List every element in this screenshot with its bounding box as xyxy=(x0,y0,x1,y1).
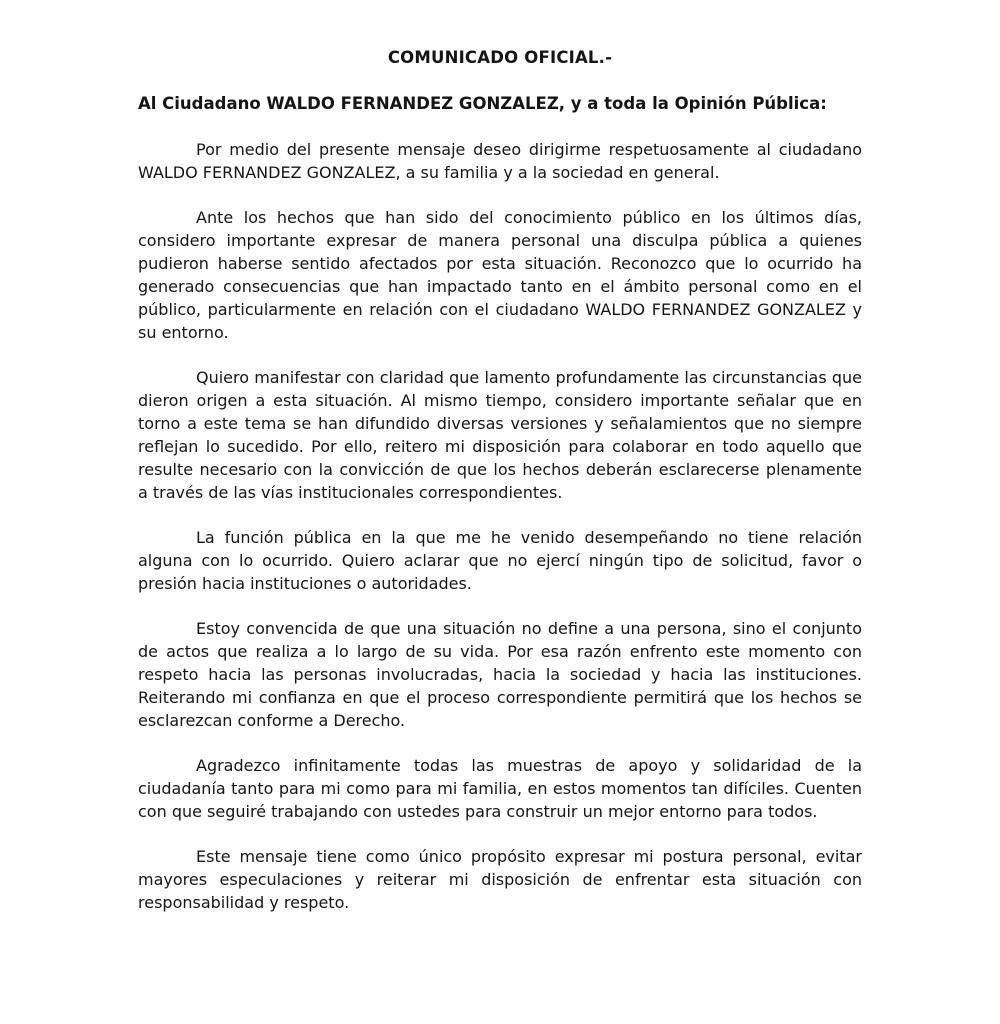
paragraph-purpose: Este mensaje tiene como único propósito expresar mi postura personal, evitar mayores especulaciones y reiterar mi disposición de enfrentar esta situación con responsabilidad y respeto. xyxy=(138,847,862,912)
paragraph-gratitude: Agradezco infinitamente todas las muestras de apoyo y solidaridad de la ciudadanía tanto para mi como para mi familia, en estos momentos tan difíciles. Cuenten con que seguiré trabajando con ustedes para construir un mejor entorno para todos. xyxy=(138,756,862,821)
paragraph-public-function: La función pública en la que me he venido desempeñando no tiene relación alguna con lo ocurrido. Quiero aclarar que no ejercí ningún tipo de solicitud, favor o presión hacia instituciones o autoridades. xyxy=(138,528,862,593)
paragraph-conviction: Estoy convencida de que una situación no define a una persona, sino el conjunto de actos que realiza a lo largo de su vida. Por esa razón enfrento este momento con respeto hacia las personas involucradas, hacia la sociedad y hacia las instituciones. Reiterando mi confianza en que el proceso correspondiente permitirá que los hechos se esclarezcan conforme a Derecho. xyxy=(138,619,862,730)
salutation-line: Al Ciudadano WALDO FERNANDEZ GONZALEZ, y a toda la Opinión Pública: xyxy=(138,94,827,113)
paragraph-regret: Quiero manifestar con claridad que lamento profundamente las circunstancias que dieron origen a esta situación. Al mismo tiempo, considero importante señalar que en torno a este tema se han difundido diversas versiones y señalamientos que no siempre reflejan lo sucedido. Por ello, reitero mi disposición para colaborar en todo aquello que resulte necesario con la convicción de que los hechos deberán esclarecerse plenamente a través de las vías institucionales correspondientes. xyxy=(138,368,862,502)
paragraph-intro: Por medio del presente mensaje deseo dirigirme respetuosamente al ciudadano WALDO FERNANDEZ GONZALEZ, a su familia y a la sociedad en general. xyxy=(138,140,862,182)
paragraph-apology: Ante los hechos que han sido del conocimiento público en los últimos días, considero importante expresar de manera personal una disculpa pública a quienes pudieron haberse sentido afectados por esta situación. Reconozco que lo ocurrido ha generado consecuencias que han impactado tanto en el ámbito personal como en el público, particularmente en relación con el ciudadano WALDO FERNANDEZ GONZALEZ y su entorno. xyxy=(138,208,862,342)
document-page xyxy=(138,46,862,936)
document-title: COMUNICADO OFICIAL.- xyxy=(387,48,613,67)
